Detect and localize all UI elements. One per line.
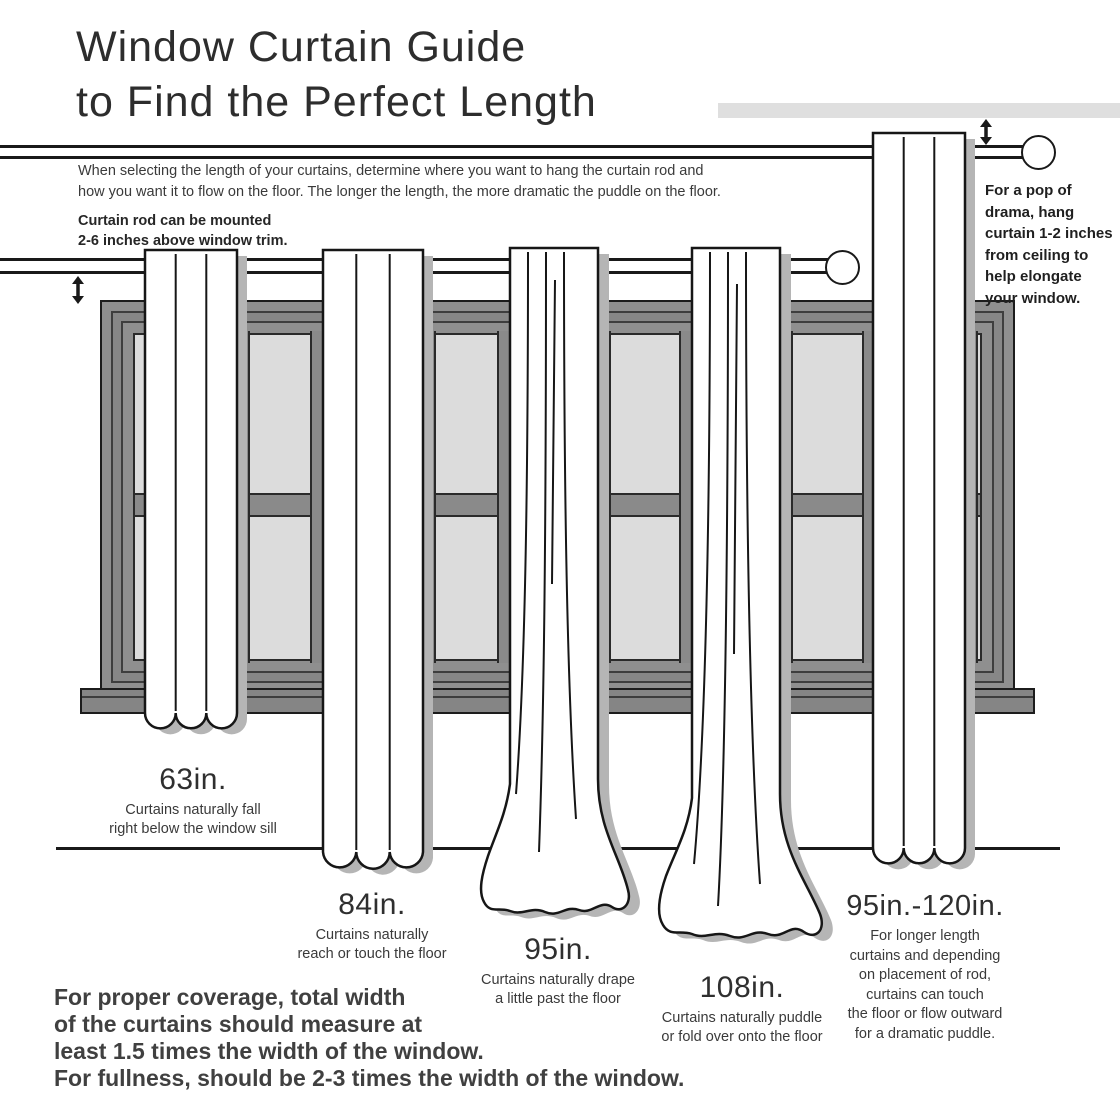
- footer-line: For fullness, should be 2-3 times the width of the window.: [54, 1065, 685, 1091]
- curtain-63in-illustration: [136, 246, 252, 756]
- desc-line: curtains and depending: [849, 947, 1001, 964]
- desc-line: Curtains naturally fall: [125, 802, 261, 818]
- curtain-length-desc: [272, 926, 472, 964]
- coverage-note: [54, 984, 684, 1092]
- desc-line: for a dramatic puddle.: [854, 1025, 996, 1042]
- ceiling-note-line: your window.: [985, 289, 1081, 307]
- double-arrow-icon: [976, 119, 996, 145]
- ceiling-bar: [718, 103, 1120, 118]
- title-line-1: Window Curtain Guide: [76, 23, 527, 71]
- desc-line: a little past the floor: [495, 991, 621, 1007]
- desc-line: For longer length: [870, 928, 980, 944]
- ceiling-mount-note: [985, 180, 1113, 309]
- curtain-108in-illustration: [638, 244, 848, 974]
- rod-note-line-1: Curtain rod can be mounted: [78, 213, 272, 229]
- ceiling-note-line: drama, hang: [985, 203, 1075, 221]
- footer-line: For proper coverage, total width: [54, 984, 406, 1010]
- desc-line: the floor or flow outward: [847, 1006, 1003, 1022]
- desc-line: curtains can touch: [866, 986, 984, 1003]
- desc-line: Curtains naturally: [315, 927, 429, 943]
- curtain-length-value: 84in.: [338, 888, 406, 921]
- ceiling-note-line: curtain 1-2 inches: [985, 225, 1113, 242]
- label-84in: [272, 888, 472, 964]
- ceiling-note-line: For a pop of: [985, 182, 1072, 199]
- page-title: [76, 20, 597, 130]
- curtain-length-desc: [93, 801, 293, 839]
- desc-line: or fold over onto the floor: [661, 1029, 823, 1045]
- curtain-95in-illustration: [468, 244, 652, 944]
- label-63in: [93, 763, 293, 839]
- intro-paragraph: [78, 161, 721, 203]
- ceiling-note-line: help elongate: [985, 268, 1082, 285]
- curtain-length-value: 95in.: [524, 933, 592, 966]
- rod-mounting-note: [78, 211, 288, 251]
- ceiling-rod-finial: [1021, 135, 1056, 170]
- ceiling-note-line: from ceiling to: [985, 246, 1089, 264]
- desc-line: on placement of rod,: [858, 967, 992, 983]
- double-arrow-icon: [68, 276, 88, 304]
- desc-line: Curtains naturally drape: [481, 972, 635, 988]
- footer-line: of the curtains should measure at: [54, 1011, 423, 1037]
- desc-line: Curtains naturally puddle: [661, 1010, 823, 1026]
- ceiling-rod-line-upper: [0, 145, 872, 148]
- curtain-length-desc: [814, 927, 1036, 1044]
- intro-line-1: When selecting the length of your curtains, determine where you want to hang the curtain rod and: [78, 163, 704, 179]
- title-line-2: to Find the Perfect Length: [76, 78, 597, 126]
- ceiling-rod-line-lower: [0, 156, 872, 159]
- rod-note-line-2: 2-6 inches above window trim.: [78, 233, 288, 249]
- footer-line: least 1.5 times the width of the window.: [54, 1038, 484, 1064]
- desc-line: right below the window sill: [109, 821, 277, 837]
- intro-line-2: how you want it to flow on the floor. The longer the length, the more dramatic the puddle on the floor.: [78, 184, 721, 200]
- curtain-length-value: 108in.: [699, 971, 785, 1004]
- curtain-95-120in-illustration: [866, 129, 978, 891]
- curtain-84in-illustration: [316, 246, 434, 896]
- curtain-length-value: 95in.-120in.: [846, 890, 1004, 922]
- curtain-length-value: 63in.: [159, 763, 227, 796]
- desc-line: reach or touch the floor: [297, 946, 447, 962]
- label-95-120in: [814, 890, 1036, 1044]
